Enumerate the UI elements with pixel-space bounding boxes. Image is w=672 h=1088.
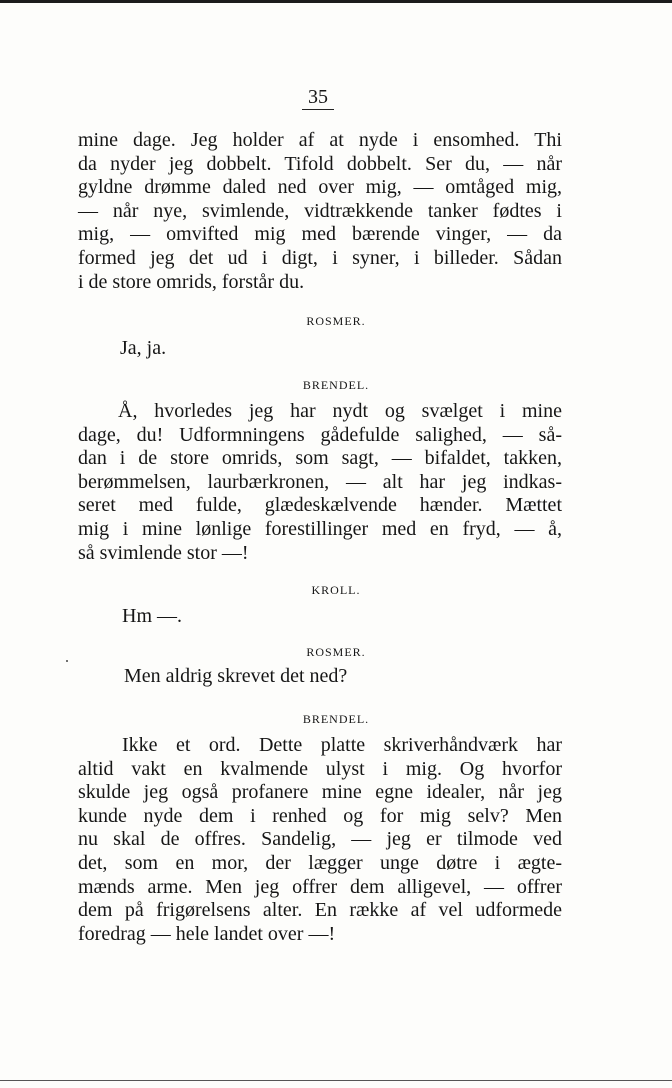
text-line: berømmelsen, laurbærkronen, — alt har jeg indkas- [78,470,562,493]
speaker-label-rosmer: ROSMER. [306,314,366,328]
text-line: kunde nyde dem i renhed og for mig selv? Men [78,804,562,827]
text-line: dan i de store omrids, som sagt, — bifaldet, takken, [78,447,562,470]
reply-line: Ja, ja. [120,337,167,359]
text-line: mig i mine lønlige forestillinger med en fryd, — å, [78,517,562,540]
text-line: dem på frigørelsens alter. En række af vel udformede [78,899,562,922]
text-line: altid vakt en kvalmende ulyst i mig. Og hvorfor [78,757,562,780]
text-line: mænds arme. Men jeg offrer dem alligevel, — offrer [78,875,562,898]
speaker-label-brendel: BRENDEL. [302,712,370,726]
text-line: dage, du! Udformningens gådefulde salighed, — så- [78,423,562,446]
page-number: 35 [302,87,334,110]
speaker-label-rosmer: ROSMER. [306,645,366,659]
scan-speck [66,660,68,662]
text-line: seret med fulde, glædeskælvende hænder. Mættet [78,494,562,517]
text-line: — når nye, svimlende, vidtrækkende tanker fødtes i [78,199,562,222]
top-scan-edge [0,0,672,3]
text-line: så svimlende stor —! [78,541,249,564]
text-line: nu skal de offres. Sandelig, — jeg er tilmode ved [78,828,562,851]
text-line: Å, hvorledes jeg har nydt og svælget i mine [118,400,562,422]
text-line: mig, — omvifted mig med bærende vinger, — da [78,223,562,246]
text-line: det, som en mor, der lægger unge døtre i ægte- [78,851,562,874]
reply-line: Men aldrig skrevet det ned? [124,665,348,687]
reply-line: Hm —. [122,605,182,627]
paragraph-1 [78,129,562,294]
text-line: formed jeg det ud i digt, i syner, i billeder. Sådan [78,246,562,269]
text-line: skulde jeg også profanere mine egne idealer, når jeg [78,781,562,804]
paragraph-2 [78,400,562,565]
speaker-label-kroll: KROLL. [311,583,361,597]
paragraph-3 [78,734,562,946]
bottom-scan-edge [0,1080,672,1081]
text-line: Ikke et ord. Dette platte skriverhåndværk har [122,734,562,756]
text-line: mine dage. Jeg holder af at nyde i ensomhed. Thi [78,129,562,151]
text-line: da nyder jeg dobbelt. Tifold dobbelt. Ser du, — når [78,152,562,175]
text-line: i de store omrids, forstår du. [78,270,305,293]
speaker-label-brendel: BRENDEL. [302,378,370,392]
text-line: gyldne drømme daled ned over mig, — omtåged mig, [78,176,562,199]
text-line: foredrag — hele landet over —! [78,922,336,945]
